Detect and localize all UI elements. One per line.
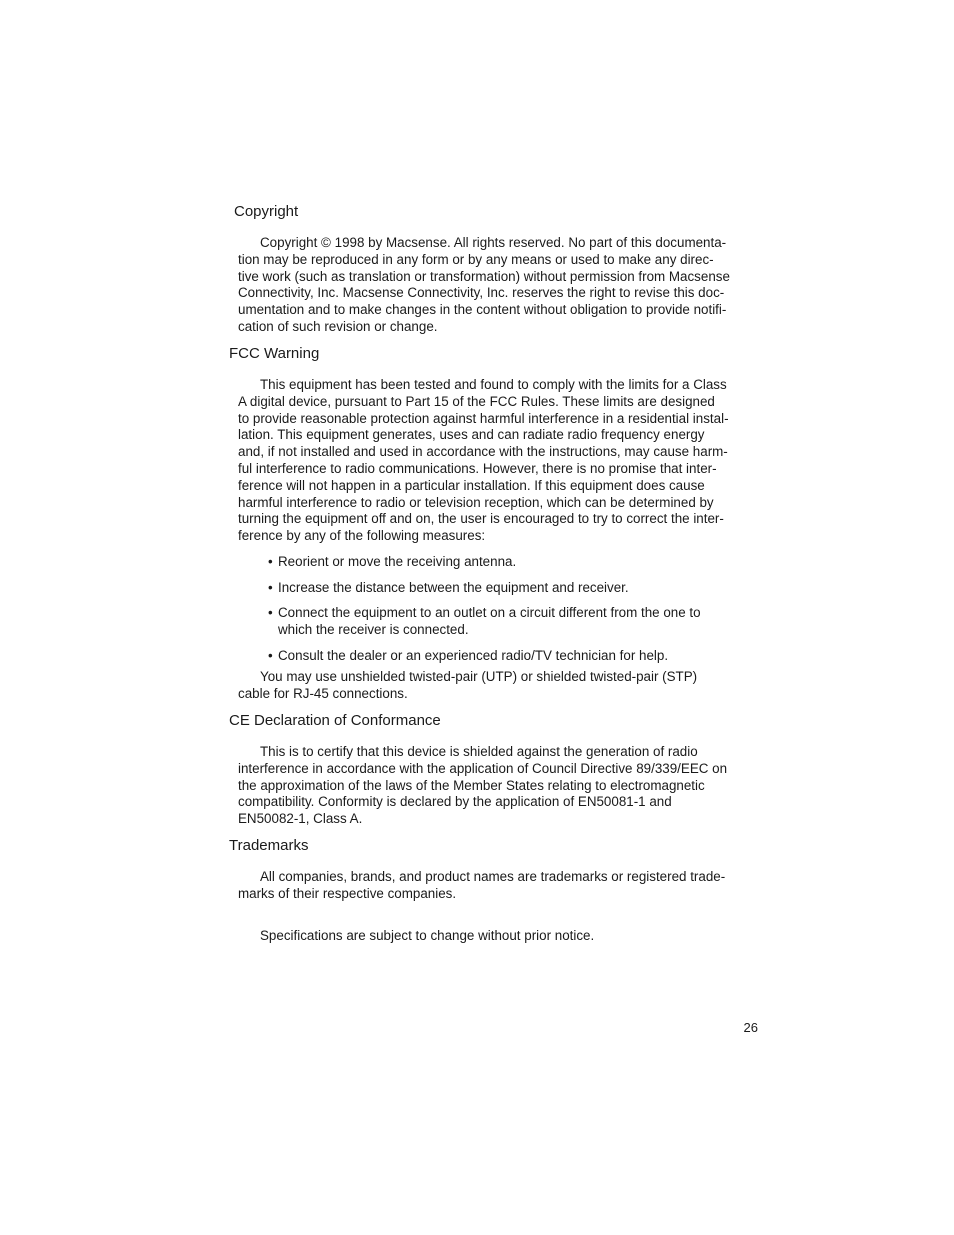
text-line: tion may be reproduced in any form or by any means or used to make any direc- <box>238 251 714 267</box>
text-line: Connectivity, Inc. Macsense Connectivity, Inc. reserves the right to revise this doc- <box>238 285 725 301</box>
text-line: EN50082-1, Class A. <box>238 811 363 827</box>
text-line: This is to certify that this device is shielded against the generation of radio <box>260 744 698 759</box>
bullet-icon: • <box>268 580 273 595</box>
bullet-text: Connect the equipment to an outlet on a circuit different from the one to <box>278 605 701 620</box>
bullet-text: Reorient or move the receiving antenna. <box>278 554 517 569</box>
bullet-item <box>268 648 748 665</box>
text-line: lation. This equipment generates, uses and can radiate radio frequency energy <box>238 427 705 443</box>
ce-paragraph <box>238 744 758 828</box>
text-line: tive work (such as translation or transformation) without permission from Macsense <box>238 268 730 284</box>
fcc-paragraph <box>238 377 758 545</box>
ce-declaration-heading: CE Declaration of Conformance <box>229 712 441 729</box>
text-line: and, if not installed and used in accordance with the instructions, may cause harm- <box>238 444 728 460</box>
text-line: You may use unshielded twisted-pair (UTP) or shielded twisted-pair (STP) <box>260 669 698 684</box>
bullet-item <box>268 554 748 571</box>
bullet-text: Consult the dealer or an experienced radio/TV technician for help. <box>278 648 669 663</box>
copyright-heading: Copyright <box>234 203 299 220</box>
text-line: ful interference to radio communications. However, there is no promise that inter- <box>238 460 717 476</box>
bullet-text-continuation: which the receiver is connected. <box>278 621 469 637</box>
trademarks-paragraph <box>238 869 758 903</box>
page-number: 26 <box>743 1020 758 1035</box>
text-line: interference in accordance with the application of Council Directive 89/339/EEC on <box>238 760 728 776</box>
trademarks-heading: Trademarks <box>229 837 309 854</box>
bullet-item <box>268 605 748 639</box>
text-line: A digital device, pursuant to Part 15 of the FCC Rules. These limits are designed <box>238 393 715 409</box>
cable-paragraph <box>238 669 758 703</box>
text-line: to provide reasonable protection against harmful interference in a residential instal- <box>238 410 729 426</box>
text-line: ference will not happen in a particular installation. If this equipment does cause <box>238 477 705 493</box>
text-line: cable for RJ-45 connections. <box>238 685 408 701</box>
text-line: marks of their respective companies. <box>238 885 457 901</box>
bullet-text: Increase the distance between the equipment and receiver. <box>278 580 629 595</box>
bullet-icon: • <box>268 605 273 620</box>
copyright-paragraph <box>238 235 758 336</box>
bullet-icon: • <box>268 648 273 663</box>
text-line: umentation and to make changes in the content without obligation to provide notifi- <box>238 302 727 318</box>
text-line: compatibility. Conformity is declared by the application of EN50081-1 and <box>238 794 672 810</box>
text-line: harmful interference to radio or television reception, which can be determined by <box>238 494 714 510</box>
text-line: ference by any of the following measures: <box>238 528 486 544</box>
fcc-warning-heading: FCC Warning <box>229 345 320 362</box>
text-line: Specifications are subject to change without prior notice. <box>260 928 595 943</box>
text-line: cation of such revision or change. <box>238 318 438 334</box>
text-line: All companies, brands, and product names are trademarks or registered trade- <box>260 869 726 884</box>
specifications-note <box>238 928 758 945</box>
bullet-icon: • <box>268 554 273 569</box>
text-line: turning the equipment off and on, the user is encouraged to try to correct the inter- <box>238 511 724 527</box>
bullet-item <box>268 580 748 597</box>
text-line: This equipment has been tested and found to comply with the limits for a Class <box>260 377 727 392</box>
text-line: Copyright © 1998 by Macsense. All rights reserved. No part of this documenta- <box>260 235 727 250</box>
text-line: the approximation of the laws of the Member States relating to electromagnetic <box>238 777 705 793</box>
